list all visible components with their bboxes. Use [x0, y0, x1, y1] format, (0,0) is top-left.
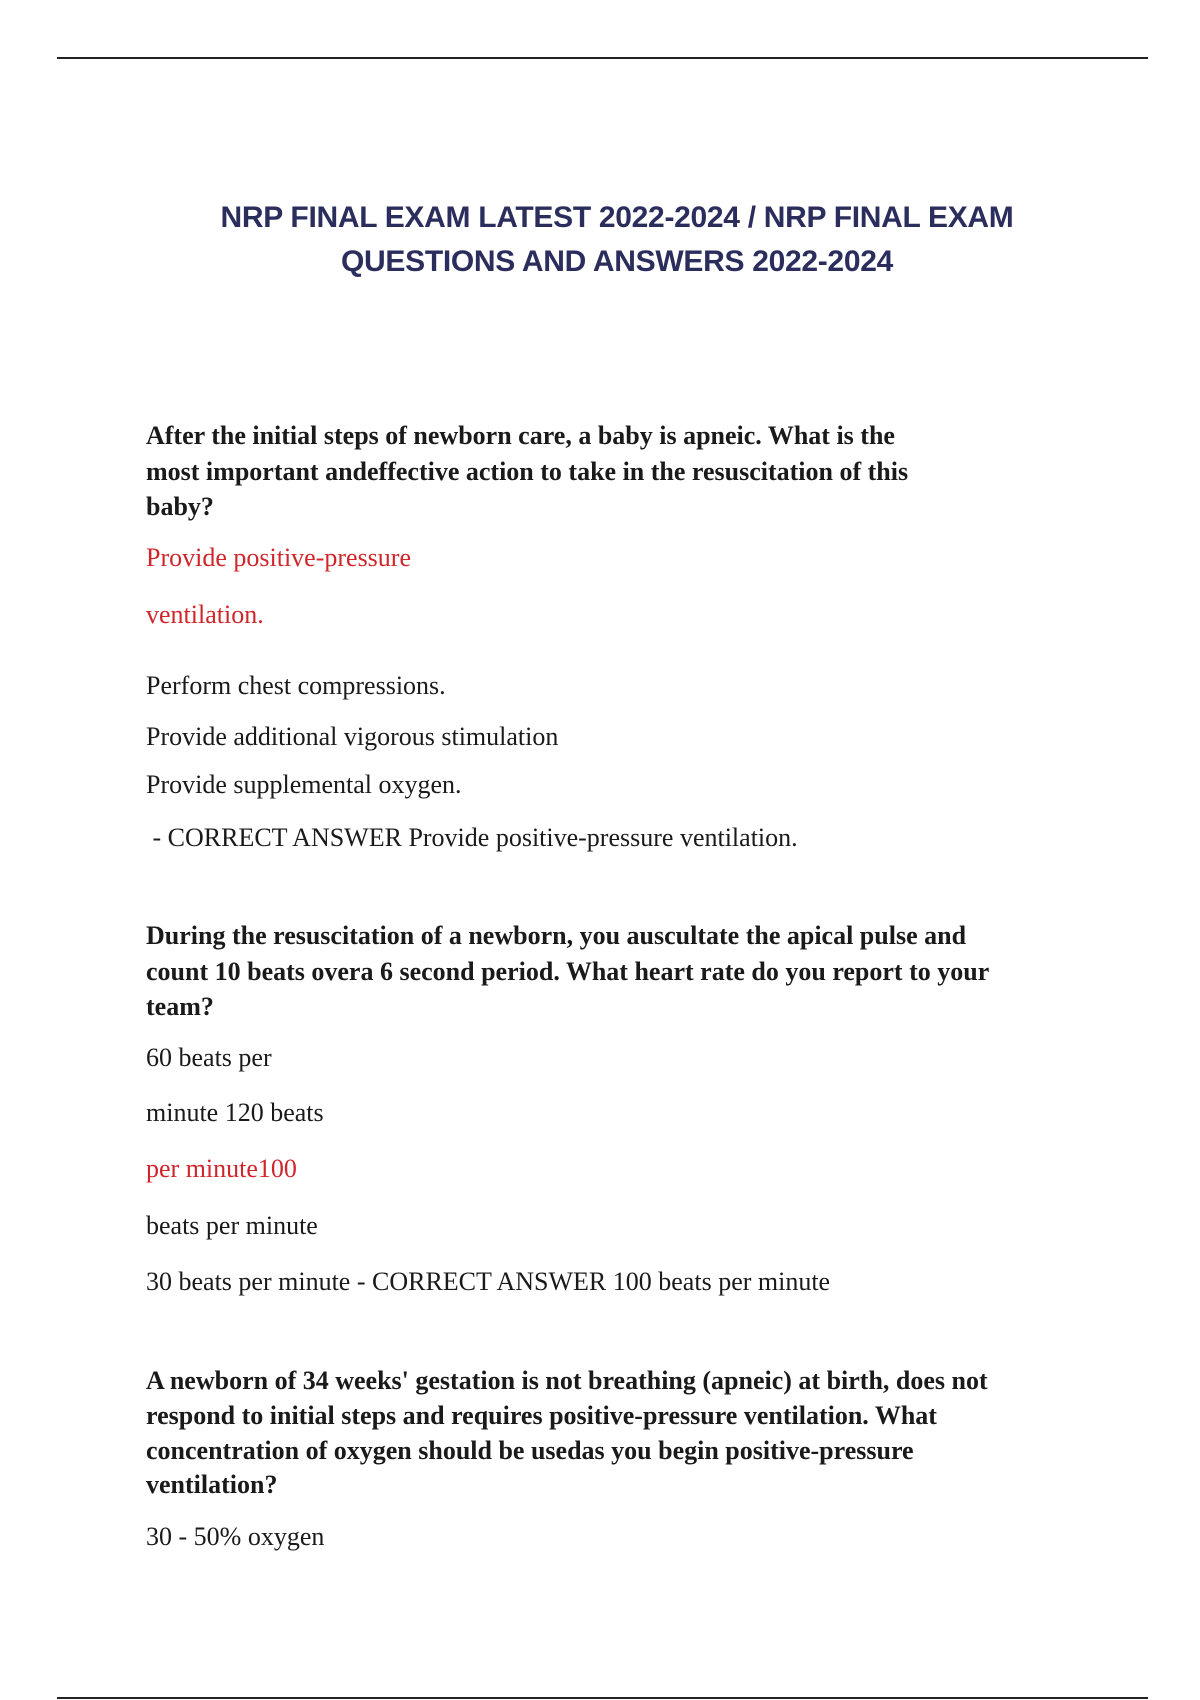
option-line: Perform chest compressions. — [146, 671, 446, 700]
question-2-line-1: During the resuscitation of a newborn, you auscultate the apical pulse and — [146, 921, 967, 950]
option-line: Provide additional vigorous stimulation — [146, 722, 559, 751]
question-1-line-3: baby? — [146, 492, 214, 521]
option-line: 30 - 50% oxygen — [146, 1522, 325, 1551]
option-line: minute 120 beats — [146, 1098, 324, 1127]
question-3-line-4: ventilation? — [146, 1470, 278, 1499]
title-line-1: NRP FINAL EXAM LATEST 2022-2024 / NRP FINAL EXAM — [220, 201, 1014, 234]
option-line: 60 beats per — [146, 1043, 272, 1072]
question-3-line-1: A newborn of 34 weeks' gestation is not breathing (apneic) at birth, does not — [146, 1366, 988, 1395]
document-title — [0, 196, 1200, 284]
question-2-line-3: team? — [146, 992, 214, 1021]
option-line: Provide positive-pressure — [146, 543, 412, 572]
bottom-rule — [57, 1697, 1148, 1699]
option-line: ventilation. — [146, 600, 264, 629]
option-line: per minute100 — [146, 1154, 297, 1183]
question-2-line-2: count 10 beats overa 6 second period. What heart rate do you report to your — [146, 957, 990, 986]
option-line: Provide supplemental oxygen. — [146, 770, 462, 799]
option-line: beats per minute — [146, 1211, 318, 1240]
correct-answer-line: - CORRECT ANSWER Provide positive-pressure ventilation. — [146, 823, 798, 852]
top-rule — [57, 57, 1148, 59]
correct-answer-line: 30 beats per minute - CORRECT ANSWER 100 beats per minute — [146, 1267, 831, 1296]
question-3-line-3: concentration of oxygen should be usedas you begin positive-pressure — [146, 1436, 914, 1465]
question-1-line-2: most important andeffective action to take in the resuscitation of this — [146, 457, 909, 486]
title-line-2: QUESTIONS AND ANSWERS 2022-2024 — [341, 245, 893, 278]
question-1-line-1: After the initial steps of newborn care, a baby is apneic. What is the — [146, 421, 895, 450]
question-3-line-2: respond to initial steps and requires positive-pressure ventilation. What — [146, 1401, 937, 1430]
